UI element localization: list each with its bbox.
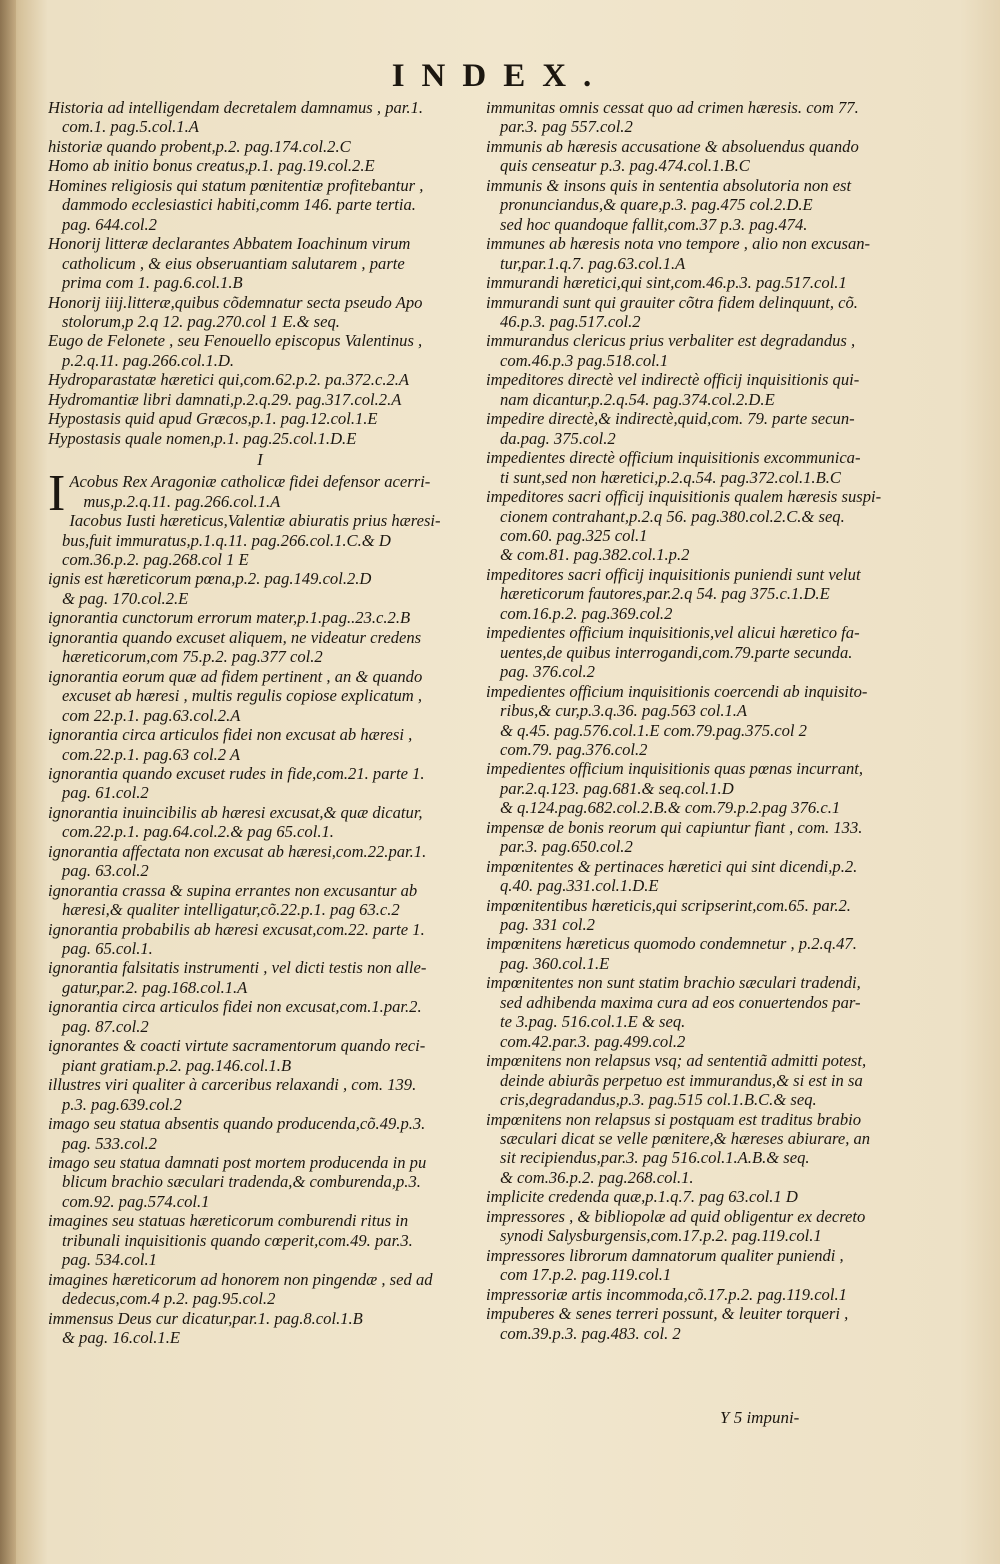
index-entry (486, 370, 912, 409)
index-entry-line: synodi Salysburgensis,com.17.p.2. pag.119.col.1 (500, 1226, 822, 1246)
index-entry-line: ignis est hæreticorum pœna,p.2. pag.149.col.2.D (48, 569, 372, 589)
index-entry-line: q.40. pag.331.col.1.D.E (500, 876, 659, 896)
index-entry-line: Hydroparastatæ hæretici qui,com.62.p.2. pa.372.c.2.A (48, 370, 410, 390)
index-entry-line: impœnitentes non sunt statim brachio sæculari tradendi, (486, 973, 861, 993)
index-entry-line: Iacobus Iusti hæreticus,Valentiæ abiuratis prius hæresi- (69, 511, 441, 531)
index-entry (486, 1304, 912, 1343)
index-entry-line: p.2.q.11. pag.266.col.1.D. (62, 350, 235, 370)
index-entry (486, 273, 912, 292)
index-entry-line: com.22.p.1. pag.63 col.2 A (62, 744, 241, 764)
index-entry-line: com.16.p.2. pag.369.col.2 (500, 603, 673, 623)
index-entry-line: Hypostasis quale nomen,p.1. pag.25.col.1.D.E (48, 428, 357, 448)
index-entry-line: impressoriæ artis incommoda,cõ.17.p.2. pag.119.col.1 (486, 1284, 847, 1304)
index-entry-line: piant gratiam.p.2. pag.146.col.1.B (62, 1055, 292, 1075)
index-entry-line: impœnitens hæreticus quomodo condemnetur , p.2.q.47. (486, 934, 857, 954)
index-entry (48, 1075, 472, 1114)
index-entry (48, 409, 472, 428)
index-entry (486, 896, 912, 935)
index-entry-line: sæculari dicat se velle pœnitere,& hæreses abiurare, an (500, 1129, 871, 1149)
index-entry-line: com 17.p.2. pag.119.col.1 (500, 1265, 672, 1285)
index-entry-line: ignorantia affectata non excusat ab hæresi,com.22.par.1. (48, 841, 427, 861)
index-entry (486, 137, 912, 176)
index-entry-line: Hypostasis quid apud Græcos,p.1. pag.12.col.1.E (48, 409, 378, 429)
index-entry-line: impressores , & bibliopolæ ad quid obligentur ex decreto (486, 1206, 866, 1226)
index-entry (486, 98, 912, 137)
index-entry (48, 667, 472, 725)
index-entry (486, 857, 912, 896)
index-entry-line: impedire directè,& indirectè,quid,com. 79. parte secun- (486, 409, 855, 429)
index-entry (48, 370, 472, 389)
drop-cap: I (48, 465, 66, 523)
index-entry-line: prima com 1. pag.6.col.1.B (62, 273, 243, 293)
index-entry-line: ignorantia circa articulos fidei non excusat ab hæresi , (48, 725, 413, 745)
index-entry (486, 1110, 912, 1188)
index-entry-line: historiæ quando probent,p.2. pag.174.col.2.C (48, 136, 351, 156)
index-entry-line: te 3.pag. 516.col.1.E & seq. (500, 1012, 686, 1032)
index-entry (486, 565, 912, 623)
index-entry (486, 409, 912, 448)
index-entry-line: immunis & insons quis in sententia absolutoria non est (486, 175, 852, 195)
index-entry-line: ribus,& cur,p.3.q.36. pag.563 col.1.A (500, 701, 748, 721)
index-entry-line: ignorantia probabilis ab hæresi excusat,com.22. parte 1. (48, 919, 425, 939)
index-entry (48, 156, 472, 175)
index-entry (48, 98, 472, 137)
index-entry (48, 331, 472, 370)
index-entry-line: immunes ab hæresis nota vno tempore , alio non excusan- (486, 234, 871, 254)
index-entry-line: com.60. pag.325 col.1 (500, 525, 648, 545)
index-entry-line: dammodo ecclesiastici habiti,comm 146. parte tertia. (62, 195, 416, 215)
index-entry-line: pag. 63.col.2 (62, 861, 149, 881)
index-entry-line: immurandus clericus prius verbaliter est degradandus , (486, 331, 856, 351)
index-entry-line: tur,par.1.q.7. pag.63.col.1.A (500, 253, 686, 273)
index-entry-line: immunis ab hæresis accusatione & absoluendus quando (486, 136, 859, 156)
index-entry-line: hæreticorum fautores,par.2.q 54. pag 375.c.1.D.E (500, 584, 830, 604)
index-entry-line: hæresi,& qualiter intelligatur,cõ.22.p.1. pag 63.c.2 (62, 900, 400, 920)
index-entry-line: cris,degradandus,p.3. pag.515 col.1.B.C.& seq. (500, 1090, 817, 1110)
index-entry-line: impuberes & senes terreri possunt, & leuiter torqueri , (486, 1304, 849, 1324)
index-entry-line: ignorantia cunctorum errorum mater,p.1.pag..23.c.2.B (48, 608, 411, 628)
index-entry-line: Acobus Rex Aragoniæ catholicæ fidei defensor acerri- (69, 472, 431, 492)
index-entry-line: impedientes directè officium inquisitionis excommunica- (486, 448, 861, 468)
index-entry-line: immensus Deus cur dicatur,par.1. pag.8.col.1.B (48, 1308, 363, 1328)
index-entry-line: tribunali inquisitionis quando cœperit,com.49. par.3. (62, 1230, 413, 1250)
index-entry-line: mus,p.2.q.11. pag.266.col.1.A (83, 491, 281, 511)
index-entry-line: Honorij litteræ declarantes Abbatem Ioachinum virum (48, 234, 411, 254)
index-entry-line: implicite credenda quæ,p.1.q.7. pag 63.col.1 D (486, 1187, 798, 1207)
index-entry-line: imago seu statua absentis quando producenda,cõ.49.p.3. (48, 1114, 426, 1134)
index-entry-line: com.79. pag.376.col.2 (500, 739, 648, 759)
index-entry (486, 623, 912, 681)
index-entry (486, 331, 912, 370)
index-entry-line: cionem contrahant,p.2.q 56. pag.380.col.2.C.& seq. (500, 506, 845, 526)
index-entry-line: & pag. 170.col.2.E (62, 588, 189, 608)
index-entry-line: impeditores sacri officij inquisitionis qualem hæresis suspi- (486, 487, 882, 507)
index-entry-line: Honorij iiij.litteræ,quibus cõdemnatur secta pseudo Apo (48, 292, 423, 312)
index-entry (48, 842, 472, 881)
index-entry (48, 234, 472, 292)
index-entry-line: catholicum , & eius obseruantiam salutarem , parte (62, 253, 405, 273)
index-entry (48, 429, 472, 448)
index-entry-line: sed hoc quandoque fallit,com.37 p.3. pag.474. (500, 214, 808, 234)
index-entry (48, 1036, 472, 1075)
index-entry-line: Homines religiosis qui statum pœnitentiæ profitebantur , (48, 175, 424, 195)
index-entry-line: com.92. pag.574.col.1 (62, 1191, 210, 1211)
index-entry (48, 1153, 472, 1211)
index-entry-line: impœnitentibus hæreticis,qui scripserint,com.65. par.2. (486, 895, 851, 915)
index-entry-line: ignorantia inuincibilis ab hæresi excusat,& quæ dicatur, (48, 802, 423, 822)
index-entry-line: par.3. pag.650.col.2 (500, 837, 633, 857)
index-entry-line: impedientes officium inquisitionis,vel alicui hæretico fa- (486, 623, 860, 643)
index-entry (486, 176, 912, 234)
index-entry (48, 803, 472, 842)
section-letter: I (257, 450, 263, 470)
index-entry-line: blicum brachio sæculari tradenda,& comburenda,p.3. (62, 1172, 421, 1192)
index-entry (48, 1211, 472, 1269)
index-entry-line: com.46.p.3 pag.518.col.1 (500, 350, 669, 370)
index-entry (486, 234, 912, 273)
index-entry-line: pag. 360.col.1.E (500, 953, 610, 973)
index-entry-line: immunitas omnis cessat quo ad crimen hæresis. com 77. (486, 98, 859, 117)
index-entry-line: impeditores sacri officij inquisitionis puniendi sunt velut (486, 564, 861, 584)
binding-gutter (0, 0, 16, 1564)
index-entry (48, 1114, 472, 1153)
index-entry-line: excuset ab hæresi , multis regulis copiose explicatum , (62, 686, 423, 706)
index-entry (48, 569, 472, 608)
index-entry-line: pag. 644.col.2 (62, 214, 157, 234)
index-entry-line: Eugo de Felonete , seu Fenouello episcopus Valentinus , (48, 331, 423, 351)
index-entry-line: Homo ab initio bonus creatus,p.1. pag.19.col.2.E (48, 156, 375, 176)
index-entry (48, 958, 472, 997)
index-entry-line: impœnitens non relapsus vsq; ad sententiã admitti potest, (486, 1051, 867, 1071)
index-entry-line: pag. 61.col.2 (62, 783, 149, 803)
index-entry-line: imagines hæreticorum ad honorem non pingendæ , sed ad (48, 1269, 433, 1289)
index-entry-line: impensæ de bonis reorum qui capiuntur fiant , com. 133. (486, 817, 863, 837)
index-entry (48, 725, 472, 764)
index-entry-line: com.22.p.1. pag.64.col.2.& pag 65.col.1. (62, 822, 334, 842)
index-entry (486, 818, 912, 857)
index-entry-line: Historia ad intelligendam decretalem damnamus , par.1. (48, 98, 424, 117)
index-entry-line: & pag. 16.col.1.E (62, 1328, 180, 1348)
index-entry (486, 487, 912, 565)
index-entry-line: impedientes officium inquisitionis coercendi ab inquisito- (486, 681, 868, 701)
index-entry-line: Hydromantiæ libri damnati,p.2.q.29. pag.317.col.2.A (48, 389, 402, 409)
index-entry (48, 997, 472, 1036)
index-entry-line: impedientes officium inquisitionis quas pœnas incurrant, (486, 759, 864, 779)
index-entry-line: dedecus,com.4 p.2. pag.95.col.2 (62, 1289, 276, 1309)
index-entry-line: ignorantia eorum quæ ad fidem pertinent , an & quando (48, 666, 423, 686)
index-entry-line: ignorantia quando excuset aliquem, ne videatur credens (48, 627, 422, 647)
index-entry (486, 973, 912, 1051)
index-entry (486, 1246, 912, 1285)
index-entry-line: gatur,par.2. pag.168.col.1.A (62, 977, 248, 997)
index-entry-line: bus,fuit immuratus,p.1.q.11. pag.266.col.1.C.& D (62, 530, 391, 550)
index-entry (486, 1285, 912, 1304)
index-entry-line: hæreticorum,com 75.p.2. pag.377 col.2 (62, 647, 323, 667)
index-entry-line: ignorantia circa articulos fidei non excusat,com.1.par.2. (48, 997, 422, 1017)
index-entry (486, 293, 912, 332)
index-entry-line: immurandi hæretici,qui sint,com.46.p.3. pag.517.col.1 (486, 273, 847, 293)
index-entry-line: & q.45. pag.576.col.1.E com.79.pag.375.col 2 (500, 720, 807, 740)
index-entry-line: pag. 533.col.2 (62, 1133, 157, 1153)
index-entry-line: sed adhibenda maxima cura ad eos conuertendos par- (500, 992, 861, 1012)
left-index-column (48, 98, 472, 1348)
catchword: Y 5 impuni- (720, 1408, 800, 1427)
index-entry-line: ignorantia falsitatis instrumenti , vel dicti testis non alle- (48, 958, 427, 978)
index-entry (486, 934, 912, 973)
index-entry-line: uentes,de quibus interrogandi,com.79.parte secunda. (500, 642, 853, 662)
index-entry-line: pag. 376.col.2 (500, 662, 595, 682)
index-entry-line: impœnitentes & pertinaces hæretici qui sint dicendi,p.2. (486, 856, 858, 876)
index-entry-line: deinde abiurãs perpetuo est immurandus,& si est in sa (500, 1070, 863, 1090)
index-entry (48, 608, 472, 627)
index-entry-line: nam dicantur,p.2.q.54. pag.374.col.2.D.E (500, 389, 775, 409)
index-entry-line: pag. 534.col.1 (62, 1250, 157, 1270)
index-entry-line: da.pag. 375.col.2 (500, 428, 616, 448)
index-entry-line: & q.124.pag.682.col.2.B.& com.79.p.2.pag 376.c.1 (500, 798, 841, 818)
index-entry-line: p.3. pag.639.col.2 (62, 1094, 182, 1114)
index-entry-line: com.39.p.3. pag.483. col. 2 (500, 1323, 681, 1343)
index-entry (48, 1309, 472, 1348)
index-entry (48, 137, 472, 156)
index-entry (48, 881, 472, 920)
index-entry-line: & com.81. pag.382.col.1.p.2 (500, 545, 690, 565)
index-entry (486, 682, 912, 760)
index-entry-line: imago seu statua damnati post mortem producenda in pu (48, 1153, 427, 1173)
index-entry (486, 1187, 912, 1206)
index-entry-line: com 22.p.1. pag.63.col.2.A (62, 705, 241, 725)
index-entry (486, 1051, 912, 1109)
index-entry-line: stolorum,p 2.q 12. pag.270.col 1 E.& seq. (62, 311, 340, 331)
index-entry-line: ignorantia quando excuset rudes in fide,com.21. parte 1. (48, 763, 425, 783)
index-entry-line: ignorantia crassa & supina errantes non excusantur ab (48, 880, 418, 900)
index-entry-line: & com.36.p.2. pag.268.col.1. (500, 1167, 694, 1187)
index-entry (486, 759, 912, 817)
index-entry-line: quis censeatur p.3. pag.474.col.1.B.C (500, 156, 750, 176)
index-entry (48, 390, 472, 409)
right-index-column (486, 98, 912, 1343)
index-entry-line: impœnitens non relapsus si postquam est traditus brabio (486, 1109, 862, 1129)
index-entry (486, 1207, 912, 1246)
index-entry-line: pag. 87.col.2 (62, 1016, 149, 1036)
index-entry-line: com.42.par.3. pag.499.col.2 (500, 1031, 686, 1051)
index-entry-line: impeditores directè vel indirectè officij inquisitionis qui- (486, 370, 860, 390)
index-entry-line: 46.p.3. pag.517.col.2 (500, 311, 641, 331)
index-entry (48, 1270, 472, 1309)
index-entry-line: illustres viri qualiter à carceribus relaxandi , com. 139. (48, 1075, 417, 1095)
index-entry (48, 293, 472, 332)
index-entry (48, 176, 472, 234)
index-entry (48, 628, 472, 667)
index-entry-line: com.1. pag.5.col.1.A (62, 117, 199, 137)
index-entry-line: pronunciandus,& quare,p.3. pag.475 col.2.D.E (500, 195, 813, 215)
index-entry-line: par.3. pag 557.col.2 (500, 117, 633, 137)
index-entry (48, 511, 472, 569)
index-entry-line: impressores librorum damnatorum qualiter puniendi , (486, 1245, 844, 1265)
index-entry-line: immurandi sunt qui grauiter cõtra fidem delinquunt, cõ. (486, 292, 858, 312)
index-entry-line: ti sunt,sed non hæretici,p.2.q.54. pag.372.col.1.B.C (500, 467, 841, 487)
index-entry-line: ignorantes & coacti virtute sacramentorum quando reci- (48, 1036, 426, 1056)
index-entry-line: sit recipiendus,par.3. pag 516.col.1.A.B.& seq. (500, 1148, 810, 1168)
index-entry (48, 764, 472, 803)
index-entry (48, 920, 472, 959)
page-title: INDEX. (391, 58, 609, 94)
index-entry-line: imagines seu statuas hæreticorum comburendi ritus in (48, 1211, 409, 1231)
index-entry-line: pag. 331 col.2 (500, 915, 595, 935)
index-entry-line: pag. 65.col.1. (62, 939, 153, 959)
index-entry-line: par.2.q.123. pag.681.& seq.col.1.D (500, 778, 734, 798)
index-entry-line: com.36.p.2. pag.268.col 1 E (62, 549, 249, 569)
index-entry (486, 448, 912, 487)
